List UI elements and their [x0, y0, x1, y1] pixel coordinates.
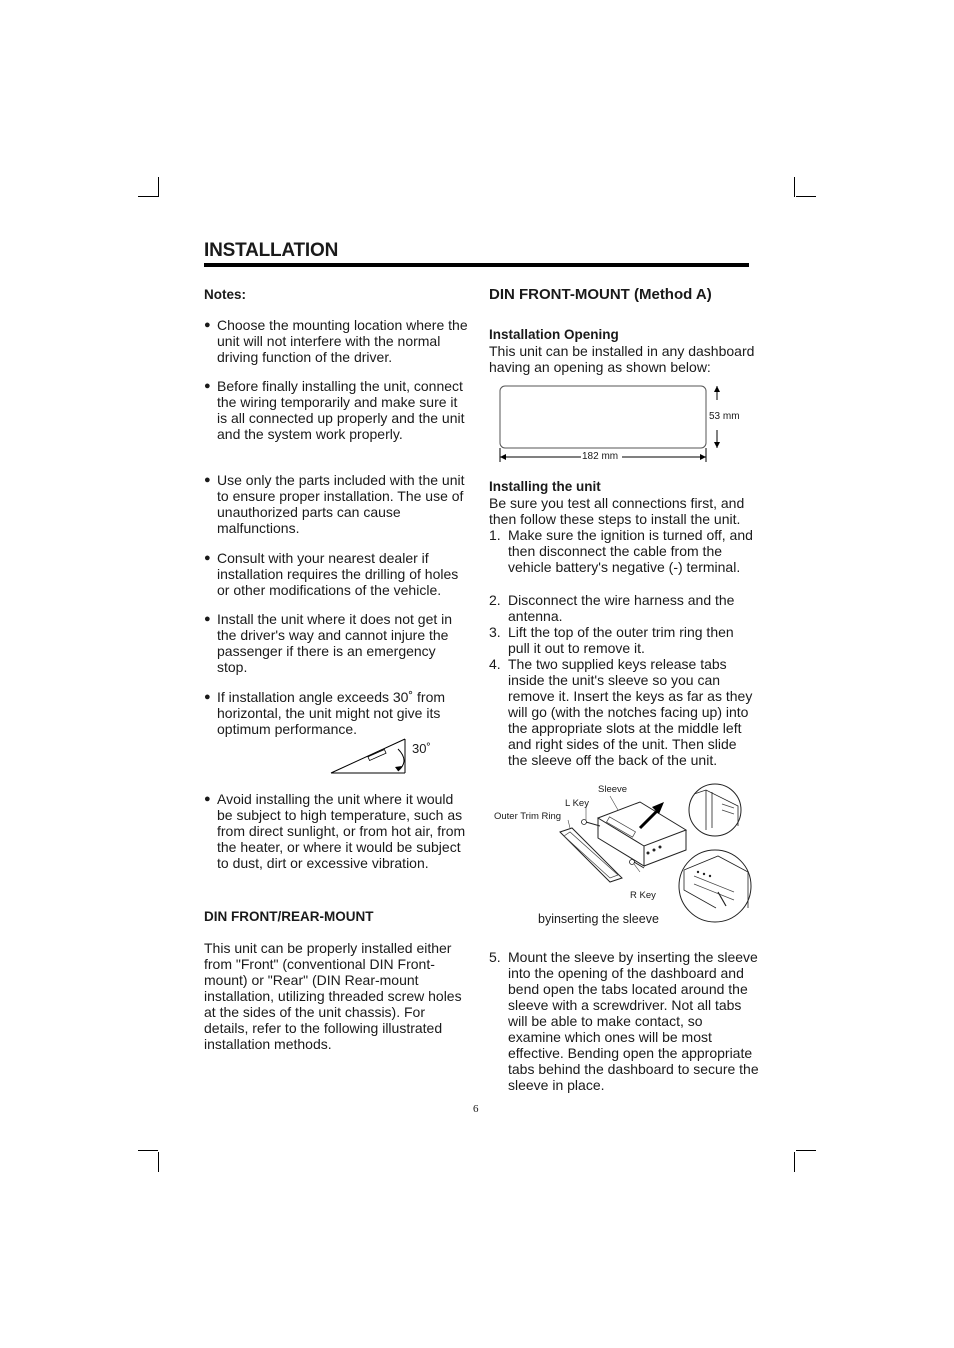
bullet-icon: ● — [204, 691, 211, 703]
r-key-label: R Key — [630, 890, 656, 901]
page-number: 6 — [473, 1103, 479, 1115]
crop-mark — [796, 196, 816, 197]
crop-mark — [138, 196, 158, 197]
step-item: 5. Mount the sleeve by inserting the sleeve into the opening of the dashboard and bend open the tabs located around the sleeve with a screwdriver. Not all tabs will be able to make contact, so examine which ones will be most effective. Bending open the appropriate tabs behind the dashboard to secure the sleeve in place. — [489, 949, 759, 1093]
bullet-icon: ● — [204, 552, 211, 564]
din-front-rear-body: This unit can be properly installed either from "Front" (conventional DIN Front-mount) or "Rear" (DIN Rear-mount installation, utilizing threaded screw holes at the sides of the unit chassis). For details, refer to the following illustrated installation methods. — [204, 940, 462, 1052]
opening-body: This unit can be installed in any dashboard having an opening as shown below: — [489, 343, 755, 375]
note-item: ● Use only the parts included with the unit to ensure proper installation. The use of unauthorized parts can cause malfunctions. — [204, 472, 465, 536]
step-item: 1. Make sure the ignition is turned off, and then disconnect the cable from the vehicle battery's negative (-) terminal. — [489, 527, 753, 575]
note-item: ● Install the unit where it does not get in the driver's way and cannot injure the passenger if there is an emergency stop. — [204, 611, 453, 675]
step-item: 2. Disconnect the wire harness and the antenna. — [489, 592, 735, 624]
din-front-heading: DIN FRONT-MOUNT (Method A) — [489, 286, 712, 303]
title-rule — [204, 263, 749, 267]
installing-intro: Be sure you test all connections first, and then follow these steps to install the unit. — [489, 495, 745, 527]
notes-heading: Notes: — [204, 287, 247, 302]
note-item: ● Consult with your nearest dealer if installation requires the drilling of holes or other modifications of the vehicle. — [204, 550, 459, 598]
dim-height-label: 53 mm — [709, 411, 740, 422]
bullet-icon: ● — [204, 793, 211, 805]
outer-trim-ring-label: Outer Trim Ring — [494, 811, 562, 822]
bullet-icon: ● — [204, 380, 211, 392]
crop-mark — [794, 1152, 795, 1172]
crop-mark — [158, 177, 159, 197]
note-item: ● Avoid installing the unit where it would be subject to high temperature, such as from direct sunlight, or from hot air, from the heater, or where it would be subject to dust, dirt or excessive vibration. — [204, 791, 466, 871]
note-item: ● Before finally installing the unit, connect the wiring temporarily and make sure it is all connected up properly and the unit and the system work properly. — [204, 378, 465, 442]
crop-mark — [158, 1152, 159, 1172]
diagram-caption: byinserting the sleeve — [538, 912, 659, 926]
dim-width-label: 182 mm — [582, 451, 619, 462]
angle-label: 30˚ — [412, 741, 431, 756]
note-item: ● If installation angle exceeds 30˚ from horizontal, the unit might not give its optimum performance. — [204, 689, 446, 737]
opening-heading: Installation Opening — [489, 327, 619, 342]
sleeve-label: Sleeve — [598, 784, 628, 795]
page-title: INSTALLATION — [204, 240, 339, 261]
l-key-label: L Key — [565, 798, 589, 809]
din-front-rear-heading: DIN FRONT/REAR-MOUNT — [204, 909, 374, 924]
step-item: 3. Lift the top of the outer trim ring then pull it out to remove it. — [489, 624, 734, 656]
crop-mark — [794, 177, 795, 197]
bullet-icon: ● — [204, 319, 211, 331]
crop-mark — [138, 1150, 158, 1151]
step-item: 4. The two supplied keys release tabs inside the unit's sleeve so you can remove it. Insert the keys as far as they will go (with the notches facing up) into the appropriate slots at the middle left and right sides of the unit. Then slide the sleeve off the back of the unit. — [489, 656, 753, 768]
note-item: ● Choose the mounting location where the unit will not interfere with the normal driving function of the driver. — [204, 317, 468, 365]
bullet-icon: ● — [204, 613, 211, 625]
crop-mark — [796, 1150, 816, 1151]
bullet-icon: ● — [204, 474, 211, 486]
installing-heading: Installing the unit — [489, 479, 601, 494]
